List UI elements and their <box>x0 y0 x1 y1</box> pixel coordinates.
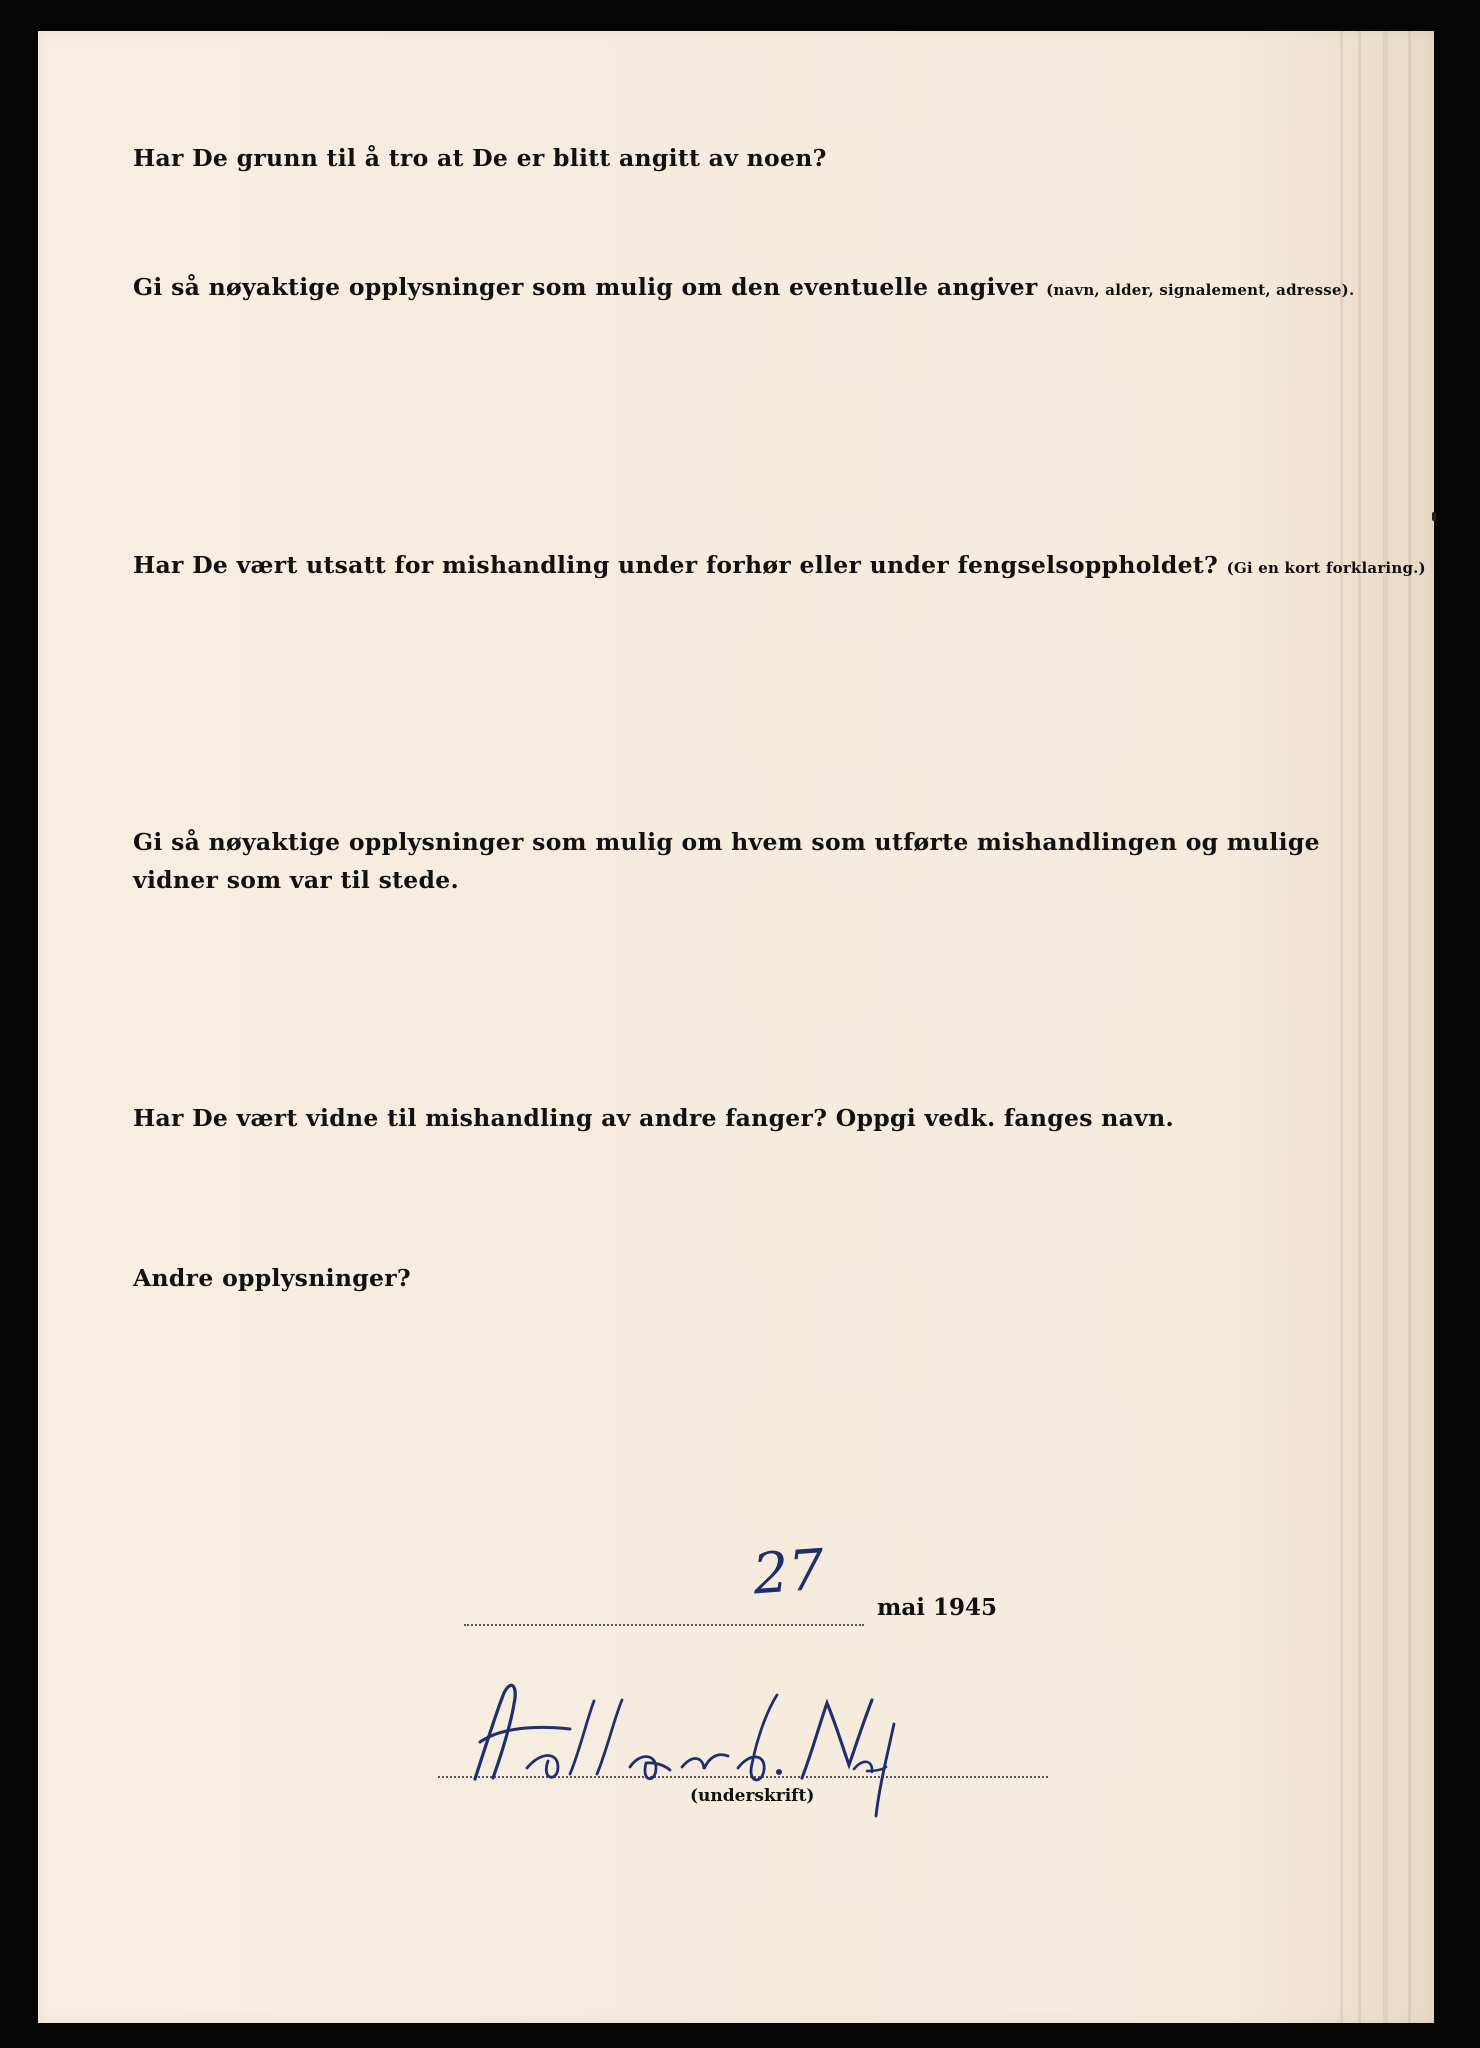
question-informer-details <box>133 273 1354 301</box>
edge-mark <box>1432 512 1436 521</box>
question-denounced-text: Har De grunn til å tro at De er blitt angitt av noen? <box>133 144 827 172</box>
question-witness-mistreatment <box>133 1104 1174 1132</box>
question-mistreatment-text: Har De vært utsatt for mishandling under forhør eller under fengselsoppholdet? <box>133 551 1219 579</box>
question-mistreatment-note: (Gi en kort forklaring.) <box>1226 559 1426 577</box>
question-informer-details-text: Gi så nøyaktige opplysninger som mulig om den eventuelle angiver <box>133 273 1038 301</box>
paper-fold <box>1358 31 1361 2023</box>
question-other-information-text: Andre opplysninger? <box>133 1264 411 1292</box>
signature-label: (underskrift) <box>690 1786 815 1806</box>
question-denounced <box>133 144 827 172</box>
paper-fold <box>1408 31 1411 2023</box>
question-perpetrator-details-text: Gi så nøyaktige opplysninger som mulig om hvem som utførte mishandlingen og mulige vidner som var til stede. <box>133 828 1320 894</box>
question-perpetrator-details <box>133 823 1349 899</box>
paper-fold <box>1340 31 1343 2023</box>
question-mistreatment <box>133 551 1426 579</box>
question-informer-details-note: (navn, alder, signalement, adresse). <box>1046 281 1355 299</box>
date-day-handwritten: 27 <box>750 1537 827 1608</box>
date-printed: mai 1945 <box>877 1594 997 1621</box>
question-other-information <box>133 1264 411 1292</box>
question-witness-mistreatment-text: Har De vært vidne til mishandling av andre fanger? Oppgi vedk. fanges navn. <box>133 1104 1174 1132</box>
paper-fold <box>1383 31 1388 2023</box>
